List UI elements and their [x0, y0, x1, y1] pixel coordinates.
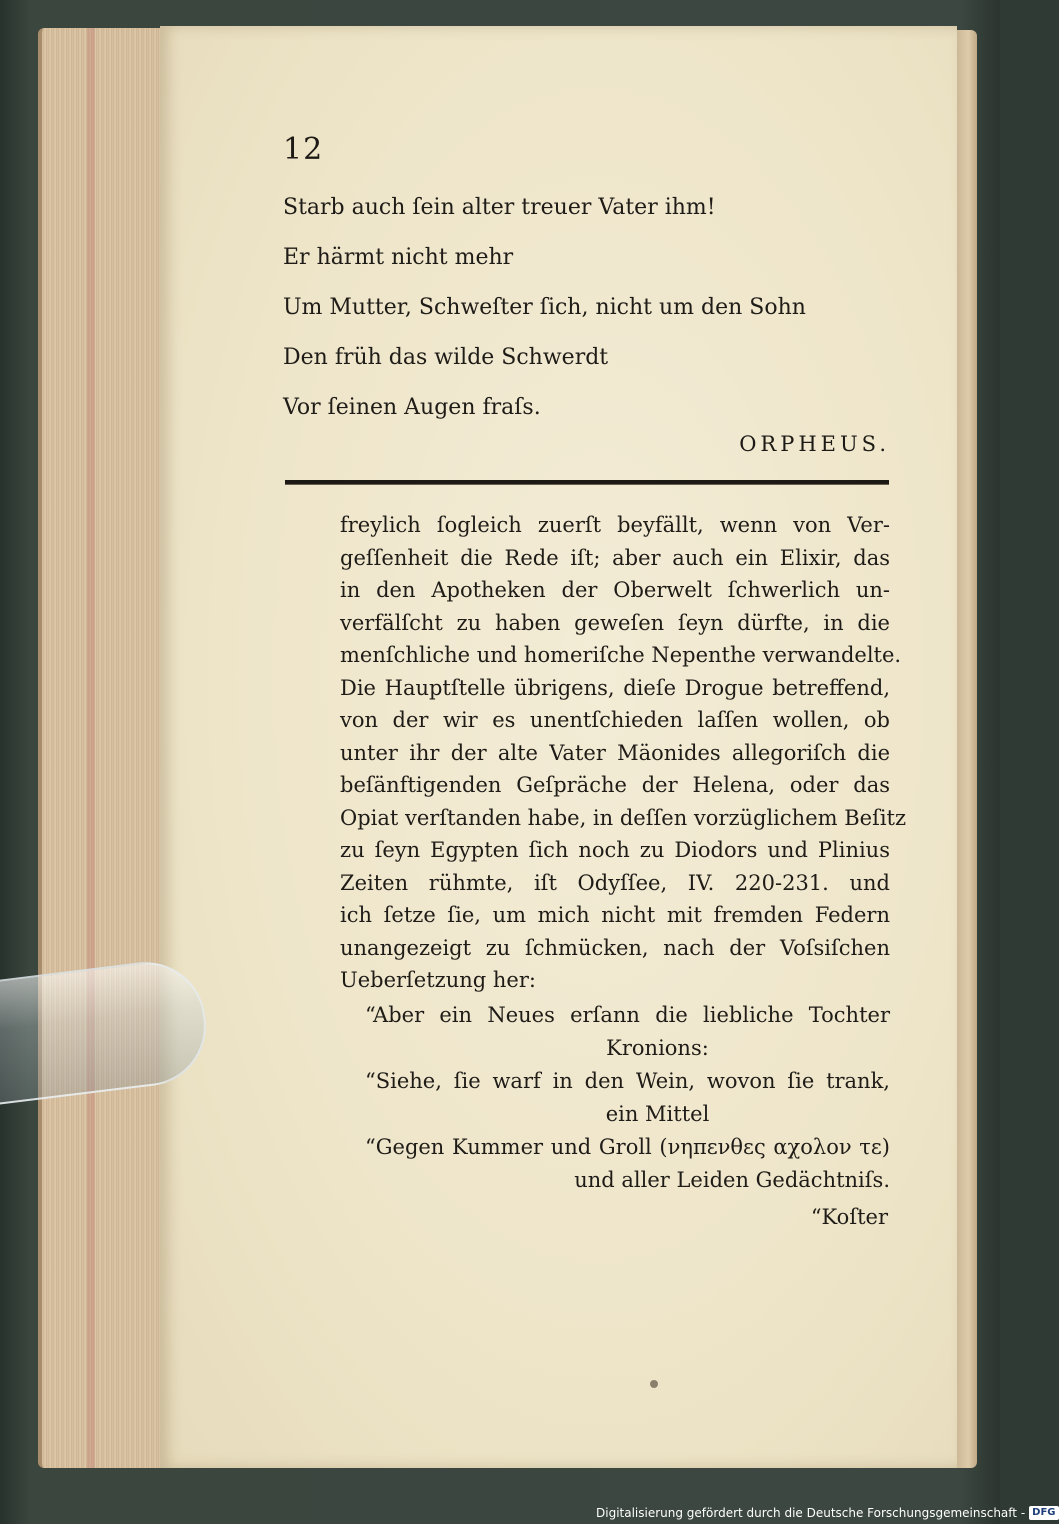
footnote-line: Zeiten rühmte, iſt Odyſſee, IV. 220-231. und — [340, 870, 890, 895]
quotation-line: “Siehe, ſie warf in den Wein, wovon ſie trank, — [365, 1069, 890, 1093]
footnote-line: Opiat verſtanden habe, in deſſen vorzüglichem Beſitz — [340, 805, 907, 830]
footnote-block — [340, 510, 907, 998]
poem-line: Vor ſeinen Augen fraſs. — [283, 395, 541, 420]
page-number: 12 — [283, 132, 324, 167]
footnote-line: zu ſeyn Egypten ſich noch zu Diodors und Plinius — [340, 838, 890, 862]
poem-line: Er härmt nicht mehr — [283, 245, 514, 270]
footnote-line: Die Hauptſtelle übrigens, dieſe Drogue betreffend, — [340, 675, 890, 700]
poem-line: Starb auch ſein alter treuer Vater ihm! — [283, 195, 716, 220]
quotation-line: “Gegen Kummer und Groll (νηπενθες αχολον τε) — [365, 1135, 890, 1159]
poem-line: Um Mutter, Schweſter ſich, nicht um den Sohn — [283, 295, 806, 320]
footnote-line: Ueberſetzung her: — [340, 968, 536, 992]
footnote-line: verfälſcht zu haben geweſen ſeyn dürfte, in die — [340, 610, 890, 635]
quotation-line: und aller Leiden Gedächtniſs. — [574, 1168, 890, 1192]
digitization-credit — [596, 1504, 1056, 1522]
footnote-line: in den Apotheken der Oberwelt ſchwerlich un- — [340, 578, 890, 602]
catchword: “Koſter — [810, 1205, 888, 1229]
speaker-name: ORPHEUS. — [739, 432, 890, 456]
quotation-line: Kronions: — [606, 1036, 709, 1060]
poem-line: Den früh das wilde Schwerdt — [283, 345, 609, 370]
quotation-line: ein Mittel — [605, 1102, 710, 1126]
footnote-line: freylich ſogleich zuerſt beyfällt, wenn von Ver- — [340, 513, 890, 537]
footnote-line: unter ihr der alte Vater Mäonides allegoriſch die — [340, 740, 890, 765]
footnote-line: ich ſetze ſie, um mich nicht mit fremden Federn — [340, 903, 890, 927]
quotation-line: “Aber ein Neues erſann die liebliche Tochter — [365, 1003, 890, 1027]
footnote-line: menſchliche und homeriſche Nepenthe verwandelte. — [340, 643, 902, 667]
footnote-rule — [285, 480, 889, 485]
poem-block — [283, 190, 893, 440]
book-page-edges — [38, 28, 167, 1468]
quotation-block — [365, 1000, 890, 1198]
book-right-edge — [955, 30, 977, 1468]
paper-speck — [650, 1380, 658, 1388]
footnote-line: unangezeigt zu ſchmücken, nach der Voſsiſchen — [340, 935, 890, 960]
footnote-line: beſänftigenden Geſpräche der Helena, oder das — [340, 773, 890, 797]
dfg-logo: DFG — [1029, 1506, 1058, 1520]
credit-text: Digitalisierung gefördert durch die Deutsche Forschungsgemeinschaft - — [596, 1506, 1026, 1520]
footnote-line: geſſenheit die Rede iſt; aber auch ein Elixir, das — [340, 545, 890, 570]
footnote-line: von der wir es unentſchieden laſſen wollen, ob — [340, 708, 890, 732]
